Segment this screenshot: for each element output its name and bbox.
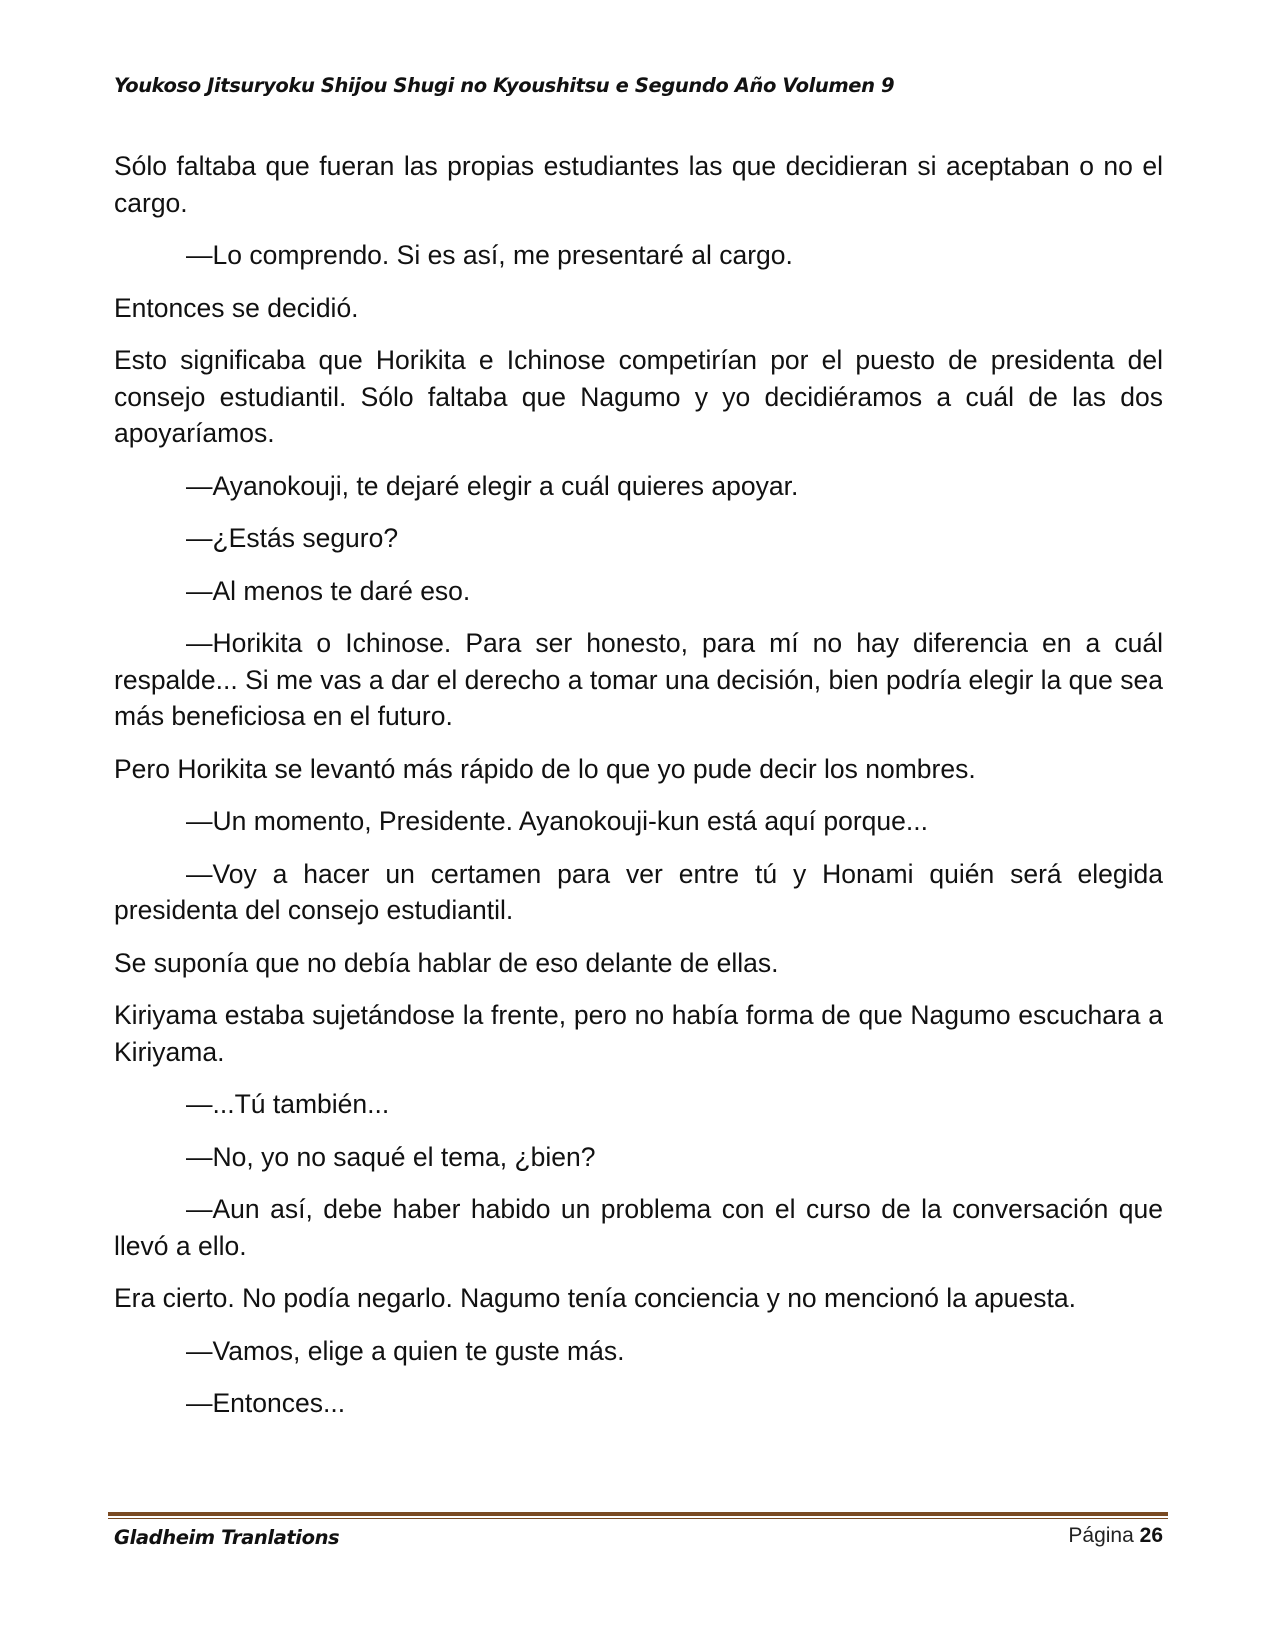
dialogue-line: —No, yo no saqué el tema, ¿bien? [186, 1141, 596, 1172]
dialogue-line: —...Tú también... [186, 1089, 390, 1119]
dialogue-line: —Lo comprendo. Si es así, me presentaré al cargo. [186, 240, 793, 270]
paragraph: Entonces se decidió. [114, 292, 359, 323]
footer-divider [108, 1512, 1168, 1516]
page-number: 26 [1139, 1524, 1163, 1547]
running-header: Youkoso Jitsuryoku Shijou Shugi no Kyoushitsu e Segundo Año Volumen 9 [114, 74, 895, 97]
paragraph: Pero Horikita se levantó más rápido de lo que yo pude decir los nombres. [114, 753, 976, 784]
dialogue-line: —Al menos te daré eso. [186, 575, 471, 606]
dialogue-line: —Entonces... [186, 1388, 346, 1418]
dialogue-line: —Voy a hacer un certamen para ver entre tú y Honami quién será elegida presidenta del consejo estudiantil. [114, 858, 1163, 925]
footer-divider-thin [108, 1518, 1168, 1519]
dialogue-line: —Ayanokouji, te dejaré elegir a cuál quieres apoyar. [186, 470, 799, 501]
footer-publisher: Gladheim Tranlations [114, 1526, 340, 1549]
paragraph: Sólo faltaba que fueran las propias estudiantes las que decidieran si aceptaban o no el cargo. [114, 151, 1163, 218]
page-number-label [1068, 1524, 1163, 1548]
dialogue-line: —Un momento, Presidente. Ayanokouji-kun está aquí porque... [186, 806, 928, 836]
body-text [114, 148, 1163, 1438]
dialogue-line: —Vamos, elige a quien te guste más. [186, 1335, 625, 1366]
dialogue-line: —Horikita o Ichinose. Para ser honesto, para mí no hay diferencia en a cuál respalde... Si me vas a dar el derecho a tomar una decisión, bien podría elegir la que sea más beneficiosa en el futuro. [114, 628, 1163, 731]
dialogue-line: —¿Estás seguro? [186, 523, 399, 553]
paragraph: Kiriyama estaba sujetándose la frente, pero no había forma de que Nagumo escuchara a Kiriyama. [114, 1000, 1163, 1067]
paragraph: Se suponía que no debía hablar de eso delante de ellas. [114, 947, 779, 978]
dialogue-line: —Aun así, debe haber habido un problema con el curso de la conversación que llevó a ello. [114, 1194, 1163, 1261]
paragraph: Esto significaba que Horikita e Ichinose competirían por el puesto de presidenta del consejo estudiantil. Sólo faltaba que Nagumo y yo decidiéramos a cuál de las dos apoyaríamos. [114, 345, 1163, 448]
paragraph: Era cierto. No podía negarlo. Nagumo tenía conciencia y no mencionó la apuesta. [114, 1283, 1076, 1313]
page-label: Página [1068, 1524, 1134, 1547]
